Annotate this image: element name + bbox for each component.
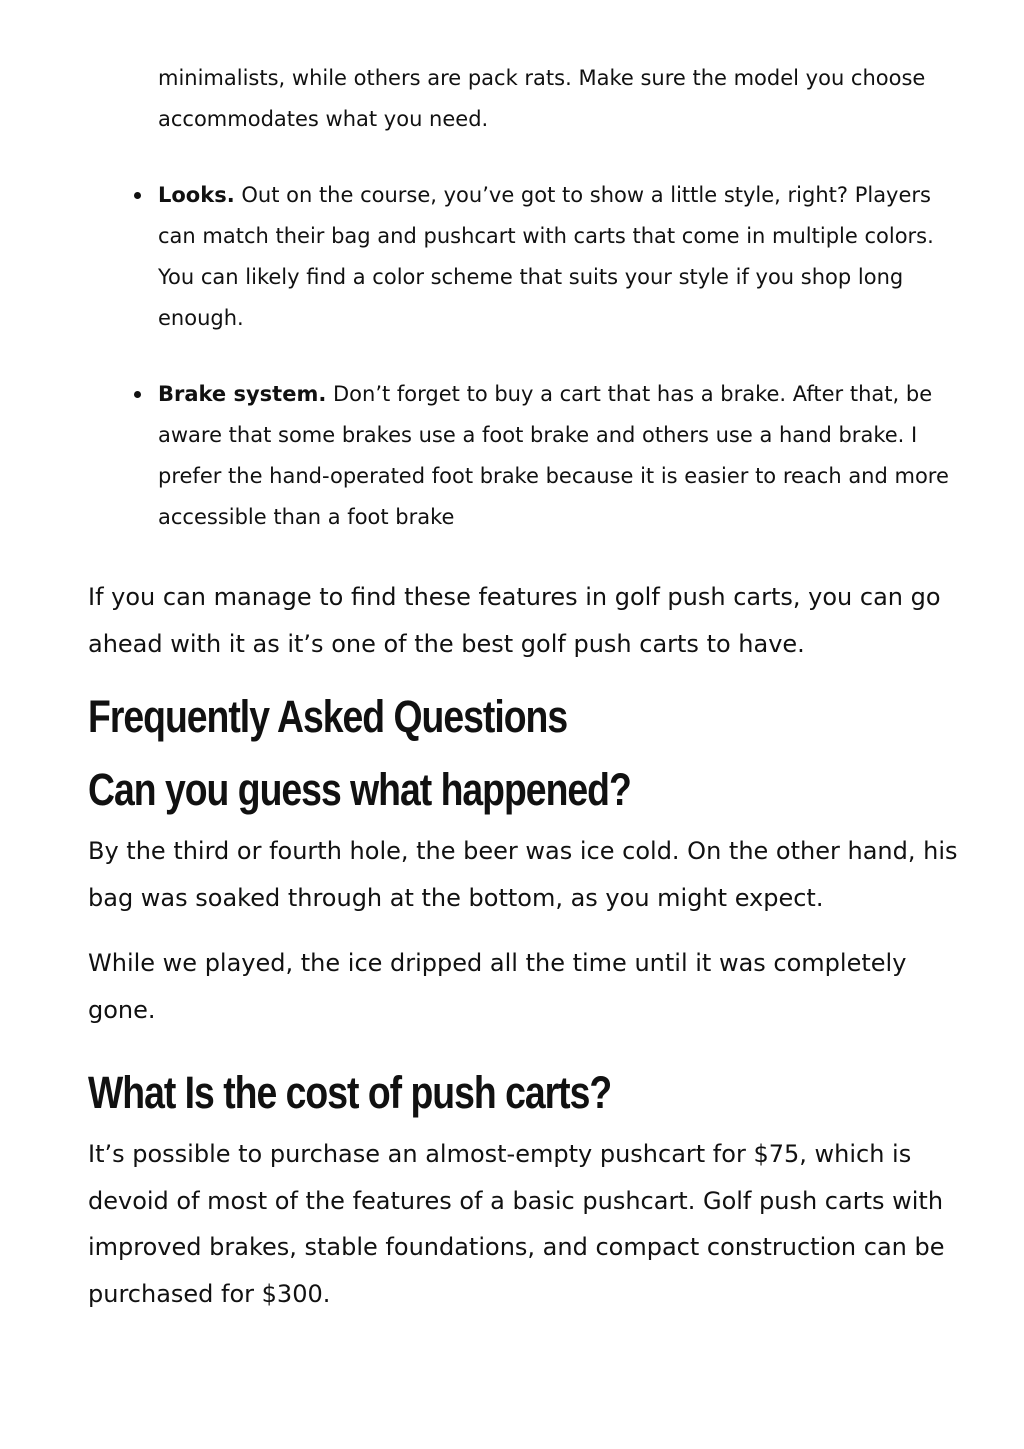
answer-paragraph: By the third or fourth hole, the beer was ice cold. On the other hand, his bag was soaked through at the bottom, as you might expect. (88, 837, 958, 912)
list-item-text: Don’t forget to buy a cart that has a brake. After that, be aware that some brakes use a foot brake and others use a hand brake. I prefer the hand-operated foot brake because it is easier to reach and more accessible than a foot brake (158, 382, 949, 529)
list-item (158, 175, 958, 339)
question-heading: Can you guess what happened? (88, 764, 631, 815)
list-item-label: Looks. (158, 183, 235, 207)
list-item (158, 374, 958, 538)
summary-paragraph: If you can manage to find these features in golf push carts, you can go ahead with it as it’s one of the best golf push carts to have. (88, 583, 941, 658)
question-heading: What Is the cost of push carts? (88, 1067, 612, 1118)
list-item-text: Out on the course, you’ve got to show a little style, right? Players can match their bag and pushcart with carts that come in multiple colors. You can likely find a color scheme that suits your style if you shop long enough. (158, 183, 934, 330)
list-item-continuation: minimalists, while others are pack rats. Make sure the model you choose accommodates what you need. (158, 66, 926, 131)
feature-list (158, 175, 958, 573)
answer-paragraph: While we played, the ice dripped all the time until it was completely gone. (88, 949, 907, 1024)
answer-paragraph: It’s possible to purchase an almost-empty pushcart for $75, which is devoid of most of the features of a basic pushcart. Golf push carts with improved brakes, stable foundations, and compact construction can be purchased for $300. (88, 1140, 945, 1308)
list-item-label: Brake system. (158, 382, 327, 406)
faq-heading: Frequently Asked Questions (88, 691, 568, 742)
